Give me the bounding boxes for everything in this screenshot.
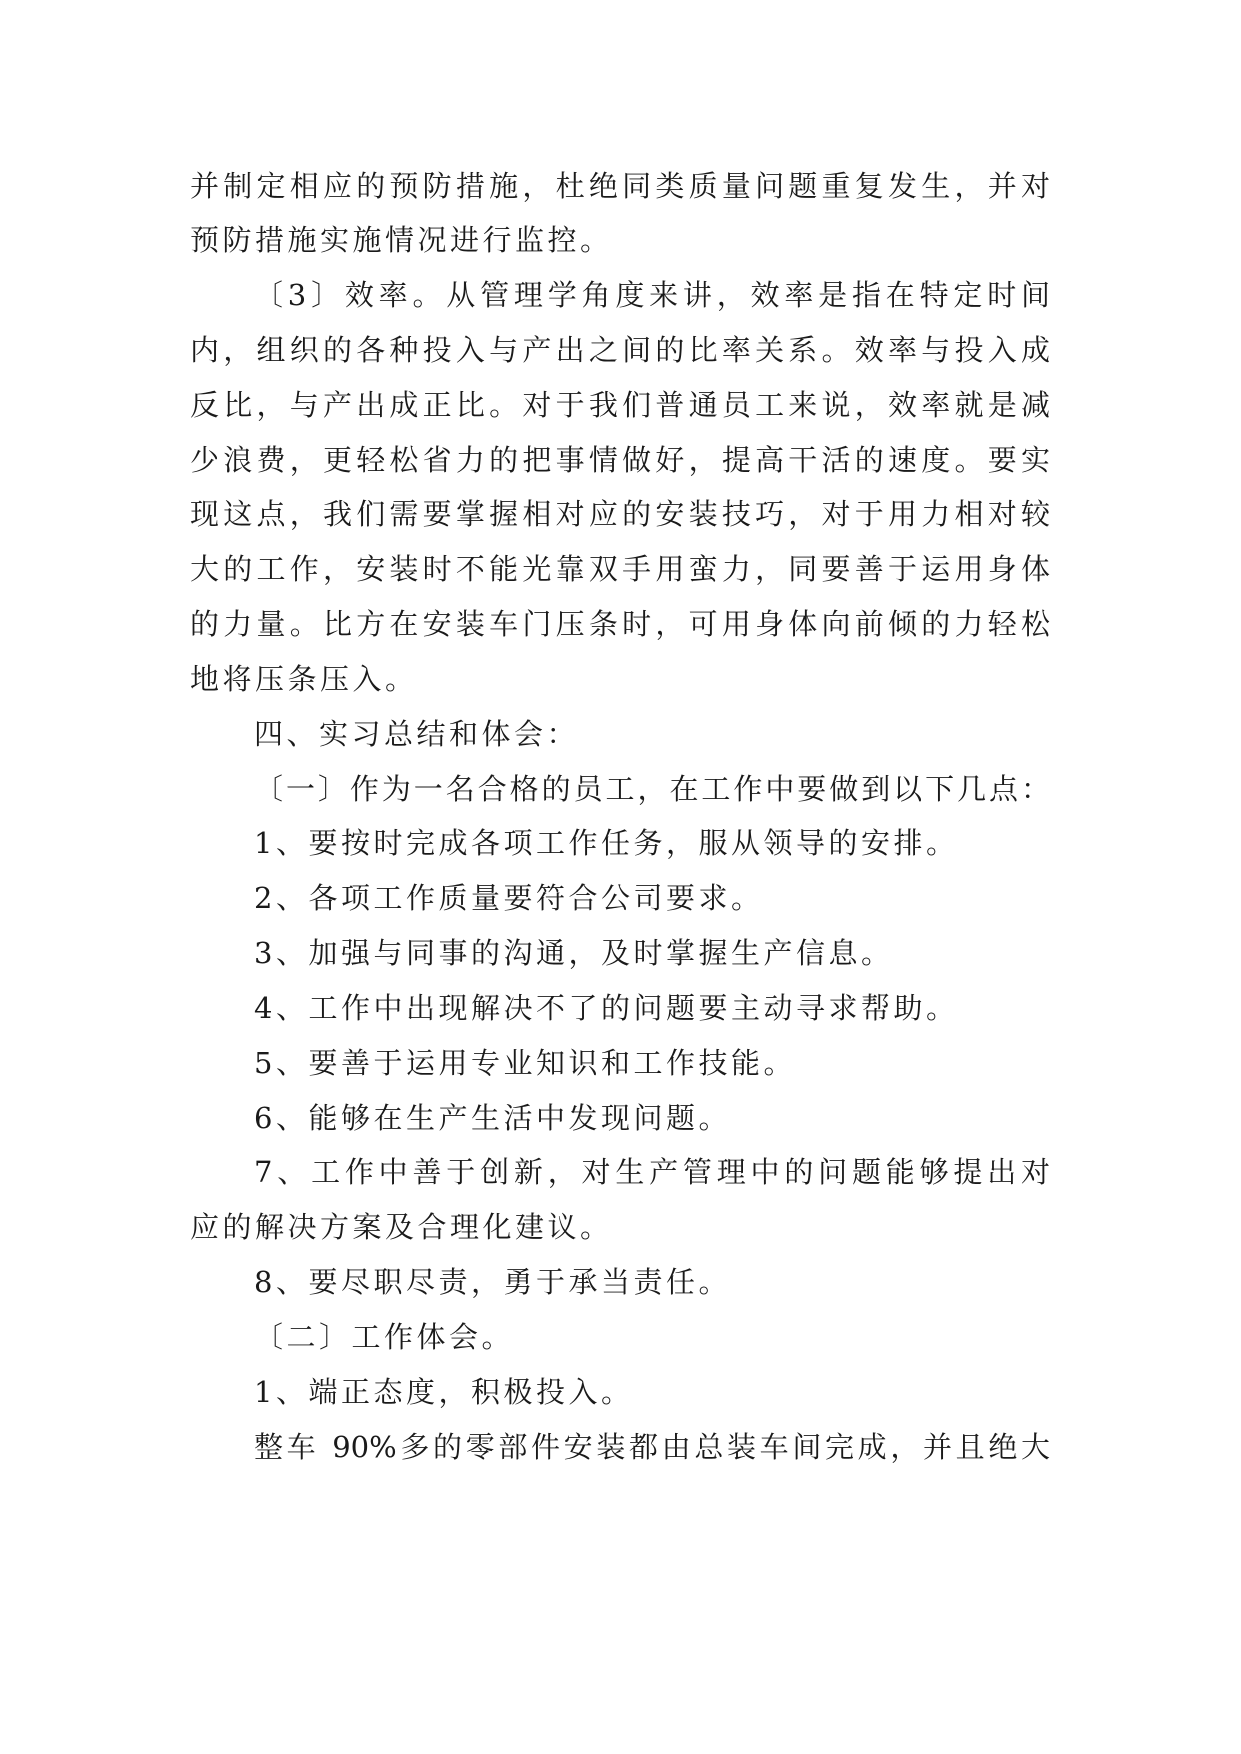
text-line: 大的工作，安装时不能光靠双手用蛮力，同要善于运用身体	[190, 552, 1050, 586]
list-item: 5、要善于运用专业知识和工作技能。	[254, 1046, 796, 1080]
list-item-continuation: 应的解决方案及合理化建议。	[190, 1210, 613, 1244]
subsection-heading: 〔二〕工作体会。	[254, 1320, 515, 1354]
text-line: 内，组织的各种投入与产出之间的比率关系。效率与投入成	[190, 333, 1050, 367]
list-item: 1、要按时完成各项工作任务，服从领导的安排。	[254, 826, 959, 860]
text-line: 地将压条压入。	[190, 662, 418, 696]
list-item: 8、要尽职尽责，勇于承当责任。	[254, 1265, 731, 1299]
subsection-heading: 〔一〕作为一名合格的员工，在工作中要做到以下几点：	[254, 772, 1050, 806]
text-line: 现这点，我们需要掌握相对应的安装技巧，对于用力相对较	[190, 497, 1050, 531]
text-line: 少浪费，更轻松省力的把事情做好，提高干活的速度。要实	[190, 443, 1050, 477]
section-heading: 四、实习总结和体会：	[254, 717, 580, 751]
list-item: 1、端正态度，积极投入。	[254, 1375, 634, 1409]
text-line: 预防措施实施情况进行监控。	[190, 223, 613, 257]
text-line: 的力量。比方在安装车门压条时，可用身体向前倾的力轻松	[190, 607, 1050, 641]
list-item: 6、能够在生产生活中发现问题。	[254, 1101, 731, 1135]
text-line: 〔3〕效率。从管理学角度来讲，效率是指在特定时间	[254, 278, 1050, 312]
list-item: 7、工作中善于创新，对生产管理中的问题能够提出对	[254, 1155, 1050, 1189]
text-line: 并制定相应的预防措施，杜绝同类质量问题重复发生，并对	[190, 169, 1050, 203]
text-line: 反比，与产出成正比。对于我们普通员工来说，效率就是减	[190, 388, 1050, 422]
text-line: 整车 90%多的零部件安装都由总装车间完成，并且绝大	[254, 1430, 1050, 1464]
list-item: 4、工作中出现解决不了的问题要主动寻求帮助。	[254, 991, 959, 1025]
list-item: 2、各项工作质量要符合公司要求。	[254, 881, 764, 915]
list-item: 3、加强与同事的沟通，及时掌握生产信息。	[254, 936, 894, 970]
